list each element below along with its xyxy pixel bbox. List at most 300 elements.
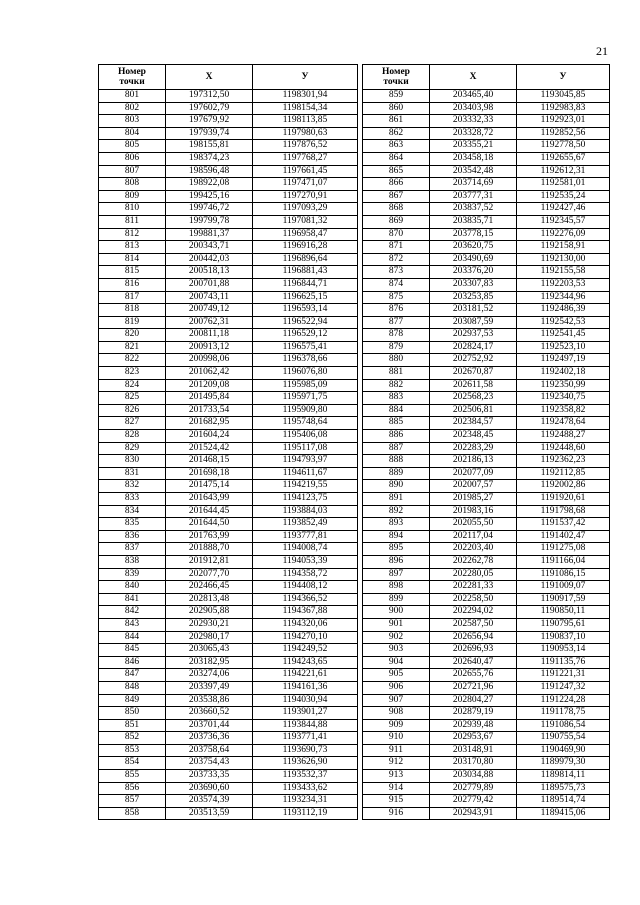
point-number-cell: 861: [363, 115, 430, 128]
point-number-cell: 826: [99, 404, 166, 417]
header-point-number: Номер точки: [363, 65, 430, 90]
x-cell: 198922,08: [166, 178, 253, 191]
x-cell: 199799,78: [166, 215, 253, 228]
point-number-cell: 831: [99, 467, 166, 480]
point-number-cell: 870: [363, 228, 430, 241]
table-row: [99, 480, 358, 493]
table-row: [363, 304, 610, 317]
table-row: [99, 278, 358, 291]
x-cell: 197679,92: [166, 115, 253, 128]
x-cell: 202077,09: [430, 467, 517, 480]
point-number-cell: 889: [363, 467, 430, 480]
y-cell: 1189514,74: [517, 795, 610, 808]
point-number-cell: 867: [363, 190, 430, 203]
table-row: [99, 530, 358, 543]
x-cell: 198155,81: [166, 140, 253, 153]
table-row: [363, 367, 610, 380]
table-row: [363, 480, 610, 493]
y-cell: 1193852,49: [253, 518, 358, 531]
table-row: [99, 631, 358, 644]
y-cell: 1192112,85: [517, 467, 610, 480]
x-cell: 202655,76: [430, 669, 517, 682]
x-cell: 201062,42: [166, 367, 253, 380]
y-cell: 1196916,28: [253, 241, 358, 254]
y-cell: 1191247,32: [517, 681, 610, 694]
x-cell: 203733,35: [166, 770, 253, 783]
y-cell: 1196529,12: [253, 329, 358, 342]
table-row: [99, 694, 358, 707]
point-number-cell: 836: [99, 530, 166, 543]
table-row: [99, 770, 358, 783]
y-cell: 1189814,11: [517, 770, 610, 783]
table-row: [99, 518, 358, 531]
x-cell: 202506,81: [430, 404, 517, 417]
point-number-cell: 878: [363, 329, 430, 342]
y-cell: 1194366,52: [253, 593, 358, 606]
y-cell: 1194367,88: [253, 606, 358, 619]
y-cell: 1192402,18: [517, 367, 610, 380]
x-cell: 203148,91: [430, 744, 517, 757]
table-row: [99, 593, 358, 606]
x-cell: 202779,89: [430, 782, 517, 795]
table-row: [363, 392, 610, 405]
x-cell: 203274,06: [166, 669, 253, 682]
point-number-cell: 849: [99, 694, 166, 707]
table-row: [99, 505, 358, 518]
table-row: [363, 467, 610, 480]
table-row: [363, 543, 610, 556]
point-number-cell: 890: [363, 480, 430, 493]
x-cell: 202937,53: [430, 329, 517, 342]
point-number-cell: 856: [99, 782, 166, 795]
y-cell: 1192478,64: [517, 417, 610, 430]
y-cell: 1190953,14: [517, 644, 610, 657]
y-cell: 1196378,66: [253, 354, 358, 367]
table-row: [363, 581, 610, 594]
y-cell: 1197980,63: [253, 127, 358, 140]
table-row: [99, 140, 358, 153]
x-cell: 203376,20: [430, 266, 517, 279]
x-cell: 200762,31: [166, 316, 253, 329]
x-cell: 202587,50: [430, 618, 517, 631]
table-row: [99, 404, 358, 417]
header-y: У: [253, 65, 358, 90]
point-number-cell: 899: [363, 593, 430, 606]
y-cell: 1196896,64: [253, 253, 358, 266]
point-number-cell: 871: [363, 241, 430, 254]
point-number-cell: 815: [99, 266, 166, 279]
y-cell: 1196575,41: [253, 341, 358, 354]
y-cell: 1192340,75: [517, 392, 610, 405]
y-cell: 1194793,97: [253, 455, 358, 468]
x-cell: 202055,50: [430, 518, 517, 531]
y-cell: 1196881,43: [253, 266, 358, 279]
table-row: [363, 430, 610, 443]
x-cell: 202283,29: [430, 442, 517, 455]
table-row: [99, 316, 358, 329]
table-row: [99, 241, 358, 254]
table-row: [99, 266, 358, 279]
table-row: [363, 795, 610, 808]
x-cell: 203660,52: [166, 707, 253, 720]
y-cell: 1192203,53: [517, 278, 610, 291]
x-cell: 202384,57: [430, 417, 517, 430]
point-number-cell: 883: [363, 392, 430, 405]
table-row: [363, 442, 610, 455]
x-cell: 201983,16: [430, 505, 517, 518]
x-cell: 202721,96: [430, 681, 517, 694]
table-row: [99, 757, 358, 770]
x-cell: 202670,87: [430, 367, 517, 380]
x-cell: 202186,13: [430, 455, 517, 468]
table-row: [363, 455, 610, 468]
point-number-cell: 824: [99, 379, 166, 392]
y-cell: 1192276,09: [517, 228, 610, 241]
table-row: [363, 757, 610, 770]
x-cell: 202466,45: [166, 581, 253, 594]
point-number-cell: 893: [363, 518, 430, 531]
y-cell: 1196522,94: [253, 316, 358, 329]
y-cell: 1191537,42: [517, 518, 610, 531]
coordinates-table-right: [362, 64, 610, 820]
point-number-cell: 873: [363, 266, 430, 279]
y-cell: 1192344,96: [517, 291, 610, 304]
y-cell: 1192427,46: [517, 203, 610, 216]
table-row: [99, 618, 358, 631]
y-cell: 1197093,29: [253, 203, 358, 216]
point-number-cell: 875: [363, 291, 430, 304]
x-cell: 202879,19: [430, 707, 517, 720]
point-number-cell: 880: [363, 354, 430, 367]
point-number-cell: 848: [99, 681, 166, 694]
x-cell: 203754,43: [166, 757, 253, 770]
point-number-cell: 825: [99, 392, 166, 405]
x-cell: 201682,95: [166, 417, 253, 430]
table-row: [99, 782, 358, 795]
x-cell: 201524,42: [166, 442, 253, 455]
table-row: [363, 505, 610, 518]
y-cell: 1198301,94: [253, 90, 358, 103]
point-number-cell: 834: [99, 505, 166, 518]
x-cell: 203328,72: [430, 127, 517, 140]
table-row: [99, 203, 358, 216]
point-number-cell: 802: [99, 102, 166, 115]
point-number-cell: 872: [363, 253, 430, 266]
point-number-cell: 847: [99, 669, 166, 682]
point-number-cell: 816: [99, 278, 166, 291]
point-number-cell: 864: [363, 152, 430, 165]
y-cell: 1192497,19: [517, 354, 610, 367]
point-number-cell: 817: [99, 291, 166, 304]
x-cell: 201888,70: [166, 543, 253, 556]
y-cell: 1197768,27: [253, 152, 358, 165]
x-cell: 202813,48: [166, 593, 253, 606]
table-row: [99, 719, 358, 732]
point-number-cell: 881: [363, 367, 430, 380]
table-row: [363, 102, 610, 115]
y-cell: 1191086,54: [517, 719, 610, 732]
x-cell: 201985,27: [430, 493, 517, 506]
x-cell: 202980,17: [166, 631, 253, 644]
x-cell: 202568,23: [430, 392, 517, 405]
y-cell: 1193777,81: [253, 530, 358, 543]
point-number-cell: 829: [99, 442, 166, 455]
y-cell: 1195117,08: [253, 442, 358, 455]
y-cell: 1192345,57: [517, 215, 610, 228]
x-cell: 202611,58: [430, 379, 517, 392]
x-cell: 202656,94: [430, 631, 517, 644]
x-cell: 203403,98: [430, 102, 517, 115]
table-row: [99, 744, 358, 757]
y-cell: 1194249,52: [253, 644, 358, 657]
table-row: [363, 669, 610, 682]
x-cell: 203777,31: [430, 190, 517, 203]
point-number-cell: 835: [99, 518, 166, 531]
x-cell: 202905,88: [166, 606, 253, 619]
y-cell: 1195971,75: [253, 392, 358, 405]
point-number-cell: 804: [99, 127, 166, 140]
x-cell: 203307,83: [430, 278, 517, 291]
table-row: [363, 732, 610, 745]
x-cell: 200343,71: [166, 241, 253, 254]
header-y: У: [517, 65, 610, 90]
coordinates-table-left: [98, 64, 358, 820]
x-cell: 201698,18: [166, 467, 253, 480]
point-number-cell: 906: [363, 681, 430, 694]
y-cell: 1193884,03: [253, 505, 358, 518]
x-cell: 203397,49: [166, 681, 253, 694]
x-cell: 199746,72: [166, 203, 253, 216]
x-cell: 202640,47: [430, 656, 517, 669]
y-cell: 1194408,12: [253, 581, 358, 594]
x-cell: 201763,99: [166, 530, 253, 543]
point-number-cell: 911: [363, 744, 430, 757]
table-row: [363, 203, 610, 216]
point-number-cell: 908: [363, 707, 430, 720]
table-row: [99, 467, 358, 480]
point-number-cell: 896: [363, 555, 430, 568]
x-cell: 203701,44: [166, 719, 253, 732]
x-cell: 201209,08: [166, 379, 253, 392]
point-number-cell: 852: [99, 732, 166, 745]
y-cell: 1191275,08: [517, 543, 610, 556]
y-cell: 1194123,75: [253, 493, 358, 506]
y-cell: 1192130,00: [517, 253, 610, 266]
point-number-cell: 855: [99, 770, 166, 783]
point-number-cell: 912: [363, 757, 430, 770]
table-row: [99, 644, 358, 657]
x-cell: 203332,33: [430, 115, 517, 128]
x-cell: 202294,02: [430, 606, 517, 619]
x-cell: 201912,81: [166, 555, 253, 568]
x-cell: 200518,13: [166, 266, 253, 279]
table-row: [99, 152, 358, 165]
y-cell: 1193045,85: [517, 90, 610, 103]
table-row: [99, 493, 358, 506]
y-cell: 1192581,01: [517, 178, 610, 191]
x-cell: 202007,57: [430, 480, 517, 493]
header-x: X: [166, 65, 253, 90]
x-cell: 200701,88: [166, 278, 253, 291]
x-cell: 202930,21: [166, 618, 253, 631]
point-number-cell: 806: [99, 152, 166, 165]
x-cell: 202696,93: [430, 644, 517, 657]
y-cell: 1191086,15: [517, 568, 610, 581]
table-row: [99, 190, 358, 203]
x-cell: 201468,15: [166, 455, 253, 468]
point-number-cell: 869: [363, 215, 430, 228]
x-cell: 202943,91: [430, 807, 517, 820]
x-cell: 201475,14: [166, 480, 253, 493]
table-row: [363, 152, 610, 165]
x-cell: 202779,42: [430, 795, 517, 808]
y-cell: 1194008,74: [253, 543, 358, 556]
y-cell: 1196844,71: [253, 278, 358, 291]
table-row: [99, 707, 358, 720]
x-cell: 200998,06: [166, 354, 253, 367]
y-cell: 1198113,85: [253, 115, 358, 128]
y-cell: 1192612,31: [517, 165, 610, 178]
point-number-cell: 845: [99, 644, 166, 657]
x-cell: 201643,99: [166, 493, 253, 506]
y-cell: 1190755,54: [517, 732, 610, 745]
y-cell: 1194219,55: [253, 480, 358, 493]
x-cell: 202824,17: [430, 341, 517, 354]
y-cell: 1191920,61: [517, 493, 610, 506]
y-cell: 1194270,10: [253, 631, 358, 644]
table-row: [99, 606, 358, 619]
x-cell: 203253,85: [430, 291, 517, 304]
table-row: [363, 329, 610, 342]
point-number-cell: 907: [363, 694, 430, 707]
y-cell: 1193690,73: [253, 744, 358, 757]
y-cell: 1192923,01: [517, 115, 610, 128]
y-cell: 1192852,56: [517, 127, 610, 140]
table-row: [99, 291, 358, 304]
table-row: [363, 417, 610, 430]
point-number-cell: 887: [363, 442, 430, 455]
point-number-cell: 905: [363, 669, 430, 682]
table-row: [363, 140, 610, 153]
table-row: [363, 291, 610, 304]
x-cell: 198596,48: [166, 165, 253, 178]
point-number-cell: 813: [99, 241, 166, 254]
point-number-cell: 858: [99, 807, 166, 820]
table-row: [99, 367, 358, 380]
point-number-cell: 914: [363, 782, 430, 795]
table-row: [363, 568, 610, 581]
y-cell: 1191166,04: [517, 555, 610, 568]
point-number-cell: 827: [99, 417, 166, 430]
x-cell: 202953,67: [430, 732, 517, 745]
x-cell: 203835,71: [430, 215, 517, 228]
y-cell: 1192358,82: [517, 404, 610, 417]
y-cell: 1193901,27: [253, 707, 358, 720]
x-cell: 199881,37: [166, 228, 253, 241]
table-header-row: [99, 65, 358, 90]
y-cell: 1197081,32: [253, 215, 358, 228]
table-row: [99, 341, 358, 354]
point-number-cell: 844: [99, 631, 166, 644]
x-cell: 202203,40: [430, 543, 517, 556]
x-cell: 203034,88: [430, 770, 517, 783]
table-row: [99, 304, 358, 317]
y-cell: 1195909,80: [253, 404, 358, 417]
y-cell: 1193626,90: [253, 757, 358, 770]
x-cell: 197312,50: [166, 90, 253, 103]
point-number-cell: 910: [363, 732, 430, 745]
x-cell: 200749,12: [166, 304, 253, 317]
table-row: [99, 253, 358, 266]
x-cell: 202077,70: [166, 568, 253, 581]
y-cell: 1196958,47: [253, 228, 358, 241]
table-row: [363, 127, 610, 140]
y-cell: 1198154,34: [253, 102, 358, 115]
page-number: 21: [596, 44, 608, 58]
point-number-cell: 897: [363, 568, 430, 581]
table-row: [99, 215, 358, 228]
x-cell: 203538,86: [166, 694, 253, 707]
table-row: [99, 165, 358, 178]
point-number-cell: 915: [363, 795, 430, 808]
table-row: [363, 518, 610, 531]
table-row: [363, 266, 610, 279]
point-number-cell: 903: [363, 644, 430, 657]
table-row: [99, 392, 358, 405]
table-row: [363, 744, 610, 757]
y-cell: 1189575,73: [517, 782, 610, 795]
point-number-cell: 819: [99, 316, 166, 329]
point-number-cell: 810: [99, 203, 166, 216]
x-cell: 202348,45: [430, 430, 517, 443]
table-row: [99, 102, 358, 115]
y-cell: 1189415,06: [517, 807, 610, 820]
table-row: [99, 379, 358, 392]
table-row: [363, 656, 610, 669]
y-cell: 1197270,91: [253, 190, 358, 203]
point-number-cell: 886: [363, 430, 430, 443]
table-row: [99, 417, 358, 430]
x-cell: 203465,40: [430, 90, 517, 103]
y-cell: 1190837,10: [517, 631, 610, 644]
point-number-cell: 805: [99, 140, 166, 153]
table-row: [99, 543, 358, 556]
x-cell: 202280,05: [430, 568, 517, 581]
table-header-row: [363, 65, 610, 90]
table-row: [363, 530, 610, 543]
y-cell: 1194053,39: [253, 555, 358, 568]
table-row: [99, 430, 358, 443]
table-row: [363, 618, 610, 631]
point-number-cell: 865: [363, 165, 430, 178]
point-number-cell: 828: [99, 430, 166, 443]
table-row: [363, 316, 610, 329]
x-cell: 203065,43: [166, 644, 253, 657]
point-number-cell: 904: [363, 656, 430, 669]
point-number-cell: 884: [363, 404, 430, 417]
y-cell: 1194611,67: [253, 467, 358, 480]
y-cell: 1192155,58: [517, 266, 610, 279]
y-cell: 1190850,11: [517, 606, 610, 619]
point-number-cell: 901: [363, 618, 430, 631]
y-cell: 1192655,67: [517, 152, 610, 165]
table-row: [363, 190, 610, 203]
x-cell: 203087,59: [430, 316, 517, 329]
y-cell: 1190917,59: [517, 593, 610, 606]
table-row: [99, 669, 358, 682]
point-number-cell: 850: [99, 707, 166, 720]
table-row: [363, 644, 610, 657]
